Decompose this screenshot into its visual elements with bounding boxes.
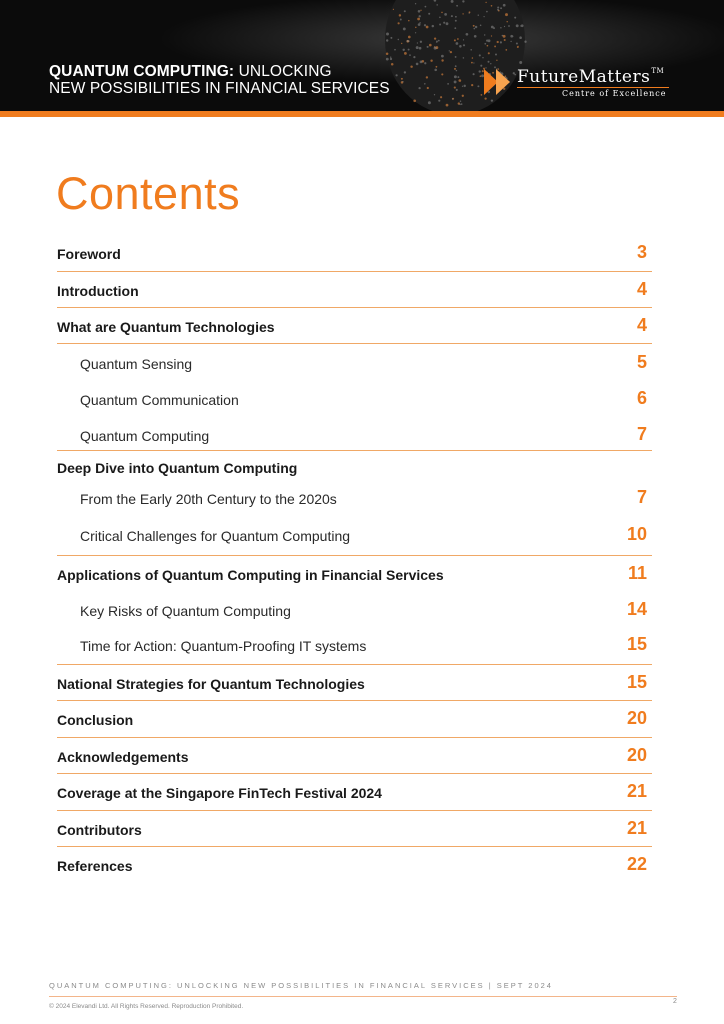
toc-entry-label: Deep Dive into Quantum Computing — [57, 460, 298, 476]
toc-entry-label: From the Early 20th Century to the 2020s — [80, 491, 337, 507]
fast-forward-logo-icon — [484, 69, 512, 95]
toc-divider — [57, 271, 652, 272]
toc-divider — [57, 700, 652, 701]
toc-entry-page: 10 — [626, 524, 647, 544]
toc-entry-label: References — [57, 858, 133, 874]
footer-copyright: © 2024 Elevandi Ltd. All Rights Reserved. Reproduction Prohibited. — [49, 1003, 244, 1010]
toc-entry-label: Acknowledgements — [57, 749, 189, 765]
toc-divider — [57, 555, 652, 556]
futurematters-logo — [484, 66, 684, 102]
footer-report-title: QUANTUM COMPUTING: UNLOCKING NEW POSSIBILITIES IN FINANCIAL SERVICES | SEPT 2024 — [49, 981, 553, 990]
toc-entry-page: 4 — [636, 279, 647, 299]
contents-heading: Contents — [56, 168, 241, 219]
toc-entry-page: 20 — [626, 708, 647, 728]
footer-page-number: 2 — [673, 998, 677, 1005]
toc-entry-page: 3 — [636, 242, 647, 262]
header-accent-bar — [0, 111, 724, 117]
toc-entry-page: 6 — [636, 388, 647, 408]
toc-entry-page: 7 — [636, 424, 647, 444]
toc-entry-label: Foreword — [57, 246, 121, 262]
toc-divider — [57, 810, 652, 811]
footer-divider — [49, 996, 677, 997]
toc-divider — [57, 450, 652, 451]
toc-divider — [57, 846, 652, 847]
report-title-strong: QUANTUM COMPUTING: — [49, 63, 235, 80]
toc-entry-label: Coverage at the Singapore FinTech Festival 2024 — [57, 785, 382, 801]
toc-divider — [57, 343, 652, 344]
page-header — [0, 0, 724, 111]
logo-divider — [517, 87, 669, 88]
toc-entry-page: 14 — [626, 599, 647, 619]
toc-divider — [57, 737, 652, 738]
toc-entry-page: 4 — [636, 315, 647, 335]
toc-entry-page: 15 — [626, 672, 647, 692]
report-title-line2: NEW POSSIBILITIES IN FINANCIAL SERVICES — [49, 80, 390, 97]
toc-entry-label: What are Quantum Technologies — [57, 319, 275, 335]
logo-subtitle: Centre of Excellence — [562, 89, 667, 98]
toc-divider — [57, 773, 652, 774]
toc-entry-label: National Strategies for Quantum Technologies — [57, 676, 365, 692]
toc-divider — [57, 307, 652, 308]
toc-entry-label: Critical Challenges for Quantum Computing — [80, 528, 351, 544]
toc-entry-label: Applications of Quantum Computing in Financial Services — [57, 567, 444, 583]
toc-entry-label: Key Risks of Quantum Computing — [80, 603, 291, 619]
toc-entry-label: Quantum Computing — [80, 428, 210, 444]
toc-entry-page: 20 — [626, 745, 647, 765]
toc-entry-page: 21 — [626, 818, 647, 838]
toc-divider — [57, 664, 652, 665]
toc-entry-page: 21 — [626, 781, 647, 801]
toc-entry-page: 11 — [627, 563, 647, 583]
toc-entry-label: Introduction — [57, 283, 139, 299]
logo-wordmark: FutureMatters™ — [517, 67, 665, 87]
toc-entry-page: 22 — [626, 854, 647, 874]
toc-entry-page: 7 — [636, 487, 647, 507]
report-title — [49, 63, 390, 97]
report-title-rest: UNLOCKING — [234, 63, 332, 80]
toc-entry-label: Contributors — [57, 822, 142, 838]
toc-entry-label: Quantum Sensing — [80, 356, 193, 372]
toc-entry-page: 5 — [636, 352, 647, 372]
toc-entry-label: Conclusion — [57, 712, 134, 728]
toc-entry-page: 15 — [626, 634, 647, 654]
toc-entry-label: Time for Action: Quantum-Proofing IT systems — [80, 638, 367, 654]
toc-entry-label: Quantum Communication — [80, 392, 239, 408]
